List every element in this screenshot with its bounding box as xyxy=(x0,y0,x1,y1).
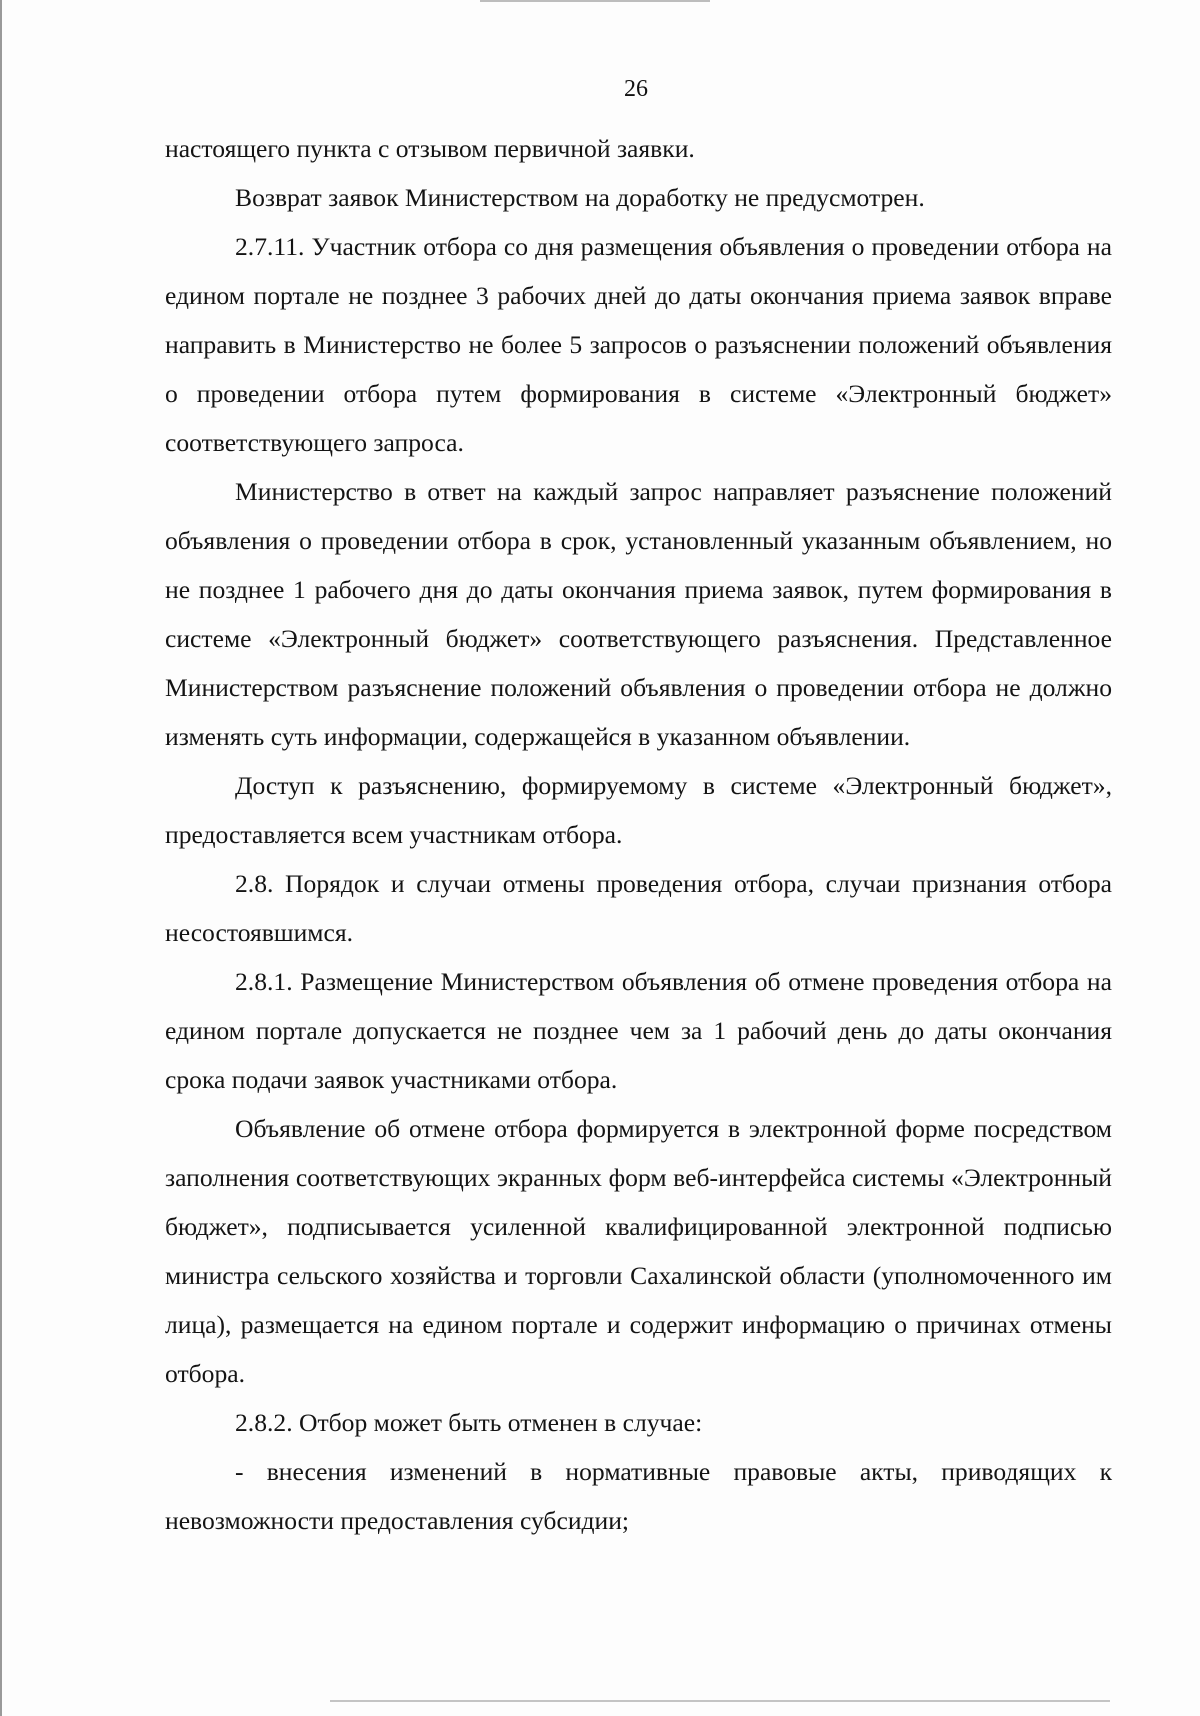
paragraph: Министерство в ответ на каждый запрос направляет разъяснение положений объявления о проведении отбора в срок, установленный указанным объявлением, но не позднее 1 рабочего дня до даты окончания приема заявок, путем формирования в системе «Электронный бюджет» соответствующего разъяснения. Представленное Министерством разъяснение положений объявления о проведении отбора не должно изменять суть информации, содержащейся в указанном объявлении. xyxy=(165,477,1112,751)
paragraph: Доступ к разъяснению, формируемому в системе «Электронный бюджет», предоставляется всем участникам отбора. xyxy=(165,771,1112,849)
paragraph: Объявление об отмене отбора формируется в электронной форме посредством заполнения соответствующих экранных форм веб-интерфейса системы «Электронный бюджет», подписывается усиленной квалифицированной электронной подписью министра сельского хозяйства и торговли Сахалинской области (уполномоченного им лица), размещается на едином портале и содержит информацию о причинах отмены отбора. xyxy=(165,1114,1112,1388)
paragraph: Возврат заявок Министерством на доработку не предусмотрен. xyxy=(235,183,925,212)
paragraph: - внесения изменений в нормативные правовые акты, приводящих к невозможности предоставления субсидии; xyxy=(165,1457,1112,1535)
paragraph: настоящего пункта с отзывом первичной заявки. xyxy=(165,134,695,163)
paragraph: 2.8. Порядок и случаи отмены проведения отбора, случаи признания отбора несостоявшимся. xyxy=(165,869,1112,947)
page-number: 26 xyxy=(624,76,648,102)
scan-left-edge xyxy=(0,0,2,1716)
scan-bottom-mark xyxy=(330,1700,1110,1702)
scan-top-mark xyxy=(480,0,710,2)
document-body xyxy=(165,124,1112,1545)
paragraph: 2.7.11. Участник отбора со дня размещения объявления о проведении отбора на едином портале не позднее 3 рабочих дней до даты окончания приема заявок вправе направить в Министерство не более 5 запросов о разъяснении положений объявления о проведении отбора путем формирования в системе «Электронный бюджет» соответствующего запроса. xyxy=(165,232,1112,457)
paragraph: 2.8.1. Размещение Министерством объявления об отмене проведения отбора на едином портале допускается не позднее чем за 1 рабочий день до даты окончания срока подачи заявок участниками отбора. xyxy=(165,967,1112,1094)
paragraph: 2.8.2. Отбор может быть отменен в случае: xyxy=(235,1408,703,1437)
